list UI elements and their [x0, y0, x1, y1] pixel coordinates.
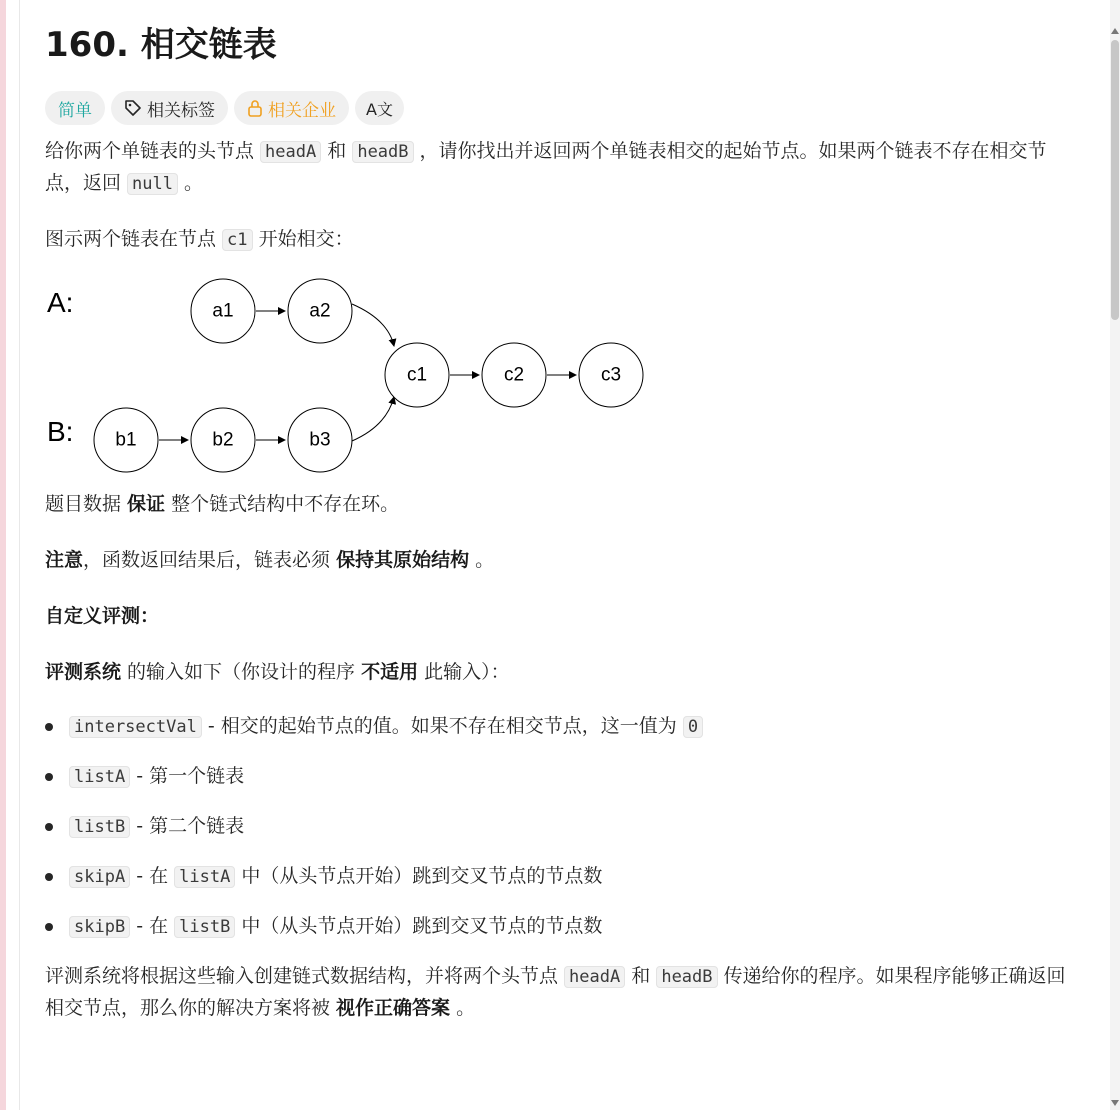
panel-border	[19, 0, 20, 1110]
code-headA: headA	[260, 141, 321, 163]
bullet-icon	[45, 723, 53, 731]
custom-judge-heading: 自定义评测：	[45, 605, 160, 627]
node-c2-label: c2	[503, 364, 525, 386]
list-item: skipB - 在 listB 中（从头节点开始）跳到交叉节点的节点数	[45, 911, 1080, 943]
problem-title[interactable]: 160. 相交链表	[45, 25, 277, 65]
related-tags-label: 相关标签	[147, 100, 215, 121]
lock-icon	[247, 99, 263, 117]
list-item: intersectVal - 相交的起始节点的值。如果不存在相交节点，这一值为 0	[45, 711, 1080, 743]
description-paragraph-6: 评测系统 的输入如下（你设计的程序 不适用 此输入）：	[45, 661, 510, 683]
description-paragraph-7: 评测系统将根据这些输入创建链式数据结构，并将两个头节点 headA 和 headB 传递给你的程序。如果程序能够正确返回相交节点，那么你的解决方案将被 视作正确答案 。	[45, 965, 1066, 1019]
tag-icon	[124, 99, 142, 117]
node-b3-label: b3	[309, 429, 331, 451]
vertical-scrollbar[interactable]	[1110, 0, 1120, 1110]
edge-a2-c1	[352, 304, 394, 346]
code-null: null	[127, 173, 178, 195]
input-parameter-list	[45, 711, 1080, 943]
related-companies-label: 相关企业	[268, 100, 336, 121]
label-list-a: A:	[47, 287, 74, 318]
related-tags-button[interactable]	[111, 91, 228, 125]
translate-icon: A文	[366, 99, 393, 119]
description-paragraph-3: 题目数据 保证 整个链式结构中不存在环。	[45, 493, 400, 515]
description-paragraph-1: 给你两个单链表的头节点 headA 和 headB ，请你找出并返回两个单链表相交的起始节点。如果两个链表不存在相交节点，返回 null 。	[45, 140, 1047, 194]
node-a1-label: a1	[212, 300, 234, 322]
node-b1-label: b1	[115, 429, 137, 451]
list-item: listA - 第一个链表	[45, 761, 1080, 793]
list-item: skipA - 在 listA 中（从头节点开始）跳到交叉节点的节点数	[45, 861, 1080, 893]
bullet-icon	[45, 823, 53, 831]
bullet-icon	[45, 923, 53, 931]
code-c1: c1	[222, 229, 252, 251]
node-c1-label: c1	[406, 364, 428, 386]
left-accent-strip	[0, 0, 6, 1110]
problem-description-panel	[45, 22, 1080, 1024]
description-paragraph-4: 注意，函数返回结果后，链表必须 保持其原始结构 。	[45, 549, 495, 571]
label-list-b: B:	[47, 416, 74, 447]
list-item: listB - 第二个链表	[45, 811, 1080, 843]
scroll-down-arrow-icon[interactable]	[1111, 1100, 1119, 1106]
linked-list-diagram	[45, 266, 685, 481]
diagram-svg	[45, 266, 685, 481]
description-paragraph-2: 图示两个链表在节点 c1 开始相交：	[45, 228, 354, 250]
bullet-icon	[45, 873, 53, 881]
node-b2-label: b2	[212, 429, 234, 451]
translate-button[interactable]	[355, 91, 404, 125]
difficulty-badge[interactable]: 简单	[45, 91, 105, 125]
scroll-up-arrow-icon[interactable]	[1111, 28, 1119, 34]
scroll-thumb[interactable]	[1111, 40, 1119, 320]
code-headB: headB	[352, 141, 413, 163]
edge-b3-c1	[352, 397, 394, 441]
node-a2-label: a2	[309, 300, 331, 322]
node-c3-label: c3	[600, 364, 622, 386]
bullet-icon	[45, 773, 53, 781]
problem-tags	[45, 91, 1080, 125]
related-companies-button[interactable]	[234, 91, 349, 125]
